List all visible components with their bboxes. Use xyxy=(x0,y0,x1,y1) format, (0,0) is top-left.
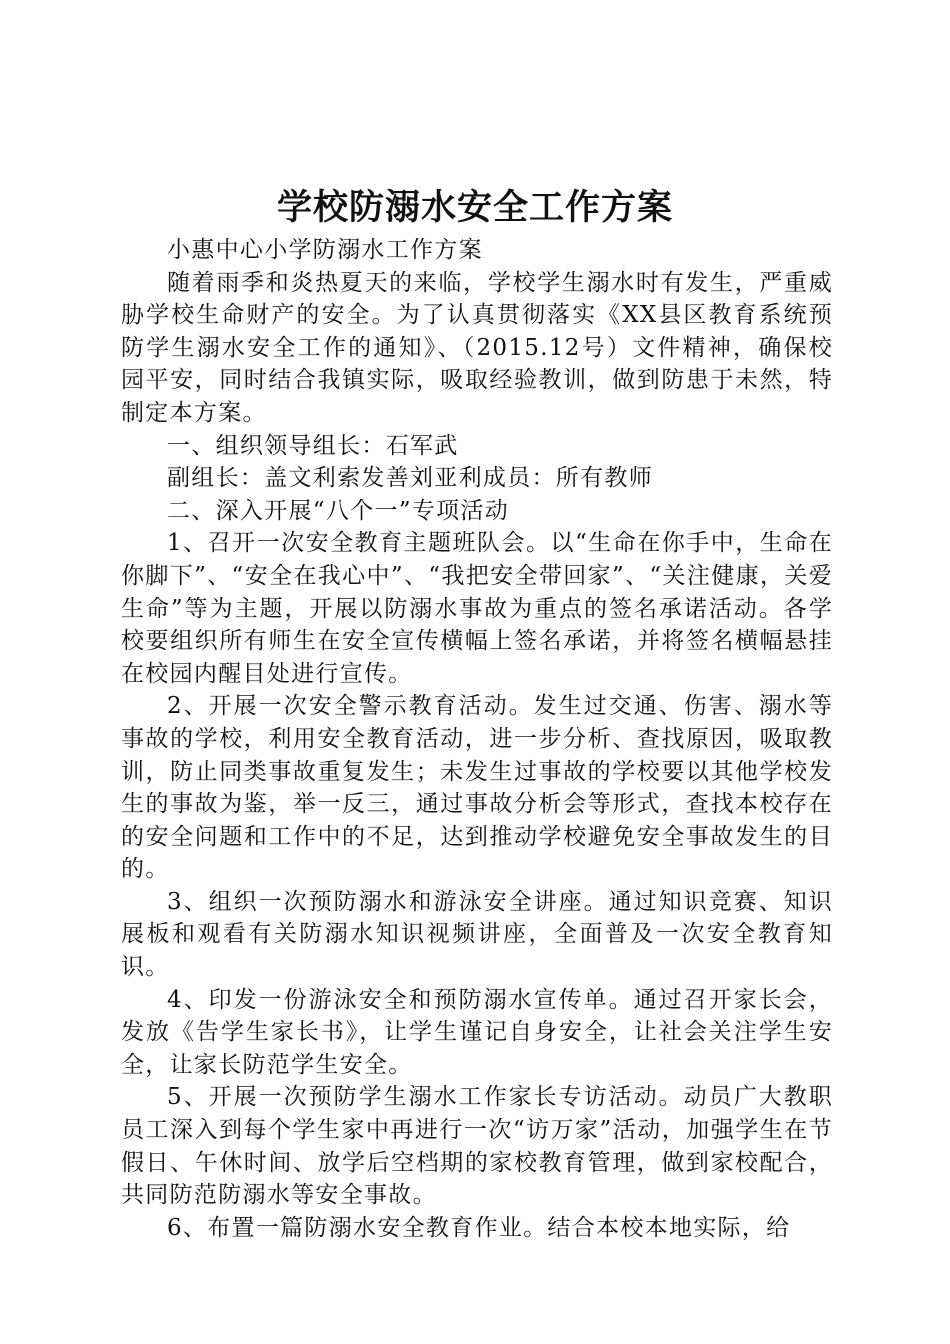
paragraph-activity-3: 3、组织一次预防溺水和游泳安全讲座。通过知识竞赛、知识展板和观看有关防溺水知识视频讲座，全面普及一次安全教育知识。 xyxy=(121,888,833,981)
paragraph-leader: 一、组织领导组长：石军武 xyxy=(167,432,459,459)
paragraph-section-heading: 二、深入开展“八个一”专项活动 xyxy=(167,497,510,524)
document-title: 学校防溺水安全工作方案 xyxy=(276,187,673,228)
document-body xyxy=(121,234,833,1244)
paragraph-deputy: 副组长：盖文利索发善刘亚利成员：所有教师 xyxy=(167,465,653,492)
paragraph-intro: 随着雨季和炎热夏天的来临，学校学生溺水时有发生，严重威胁学校生命财产的安全。为了认真贯彻落实《XX县区教育系统预防学生溺水安全工作的通知》、（2015.12号）文件精神，确保校园平安，同时结合我镇实际，吸取经验教训，做到防患于未然，特制定本方案。 xyxy=(121,269,833,426)
paragraph-activity-2: 2、开展一次安全警示教育活动。发生过交通、伤害、溺水等事故的学校，利用安全教育活动，进一步分析、查找原因，吸取教训，防止同类事故重复发生；未发生过事故的学校要以其他学校发生的事故为鉴，举一反三，通过事故分析会等形式，查找本校存在的安全问题和工作中的不足，达到推动学校避免安全事故发生的目的。 xyxy=(121,693,833,883)
paragraph-subtitle: 小惠中心小学防溺水工作方案 xyxy=(167,237,483,263)
paragraph-activity-5: 5、开展一次预防学生溺水工作家长专访活动。动员广大教职员工深入到每个学生家中再进行一次“访万家”活动，加强学生在节假日、午休时间、放学后空档期的家校教育管理，做到家校配合，共同防范防溺水等安全事故。 xyxy=(121,1084,833,1209)
paragraph-activity-4: 4、印发一份游泳安全和预防溺水宣传单。通过召开家长会，发放《告学生家长书》，让学生谨记自身安全，让社会关注学生安全，让家长防范学生安全。 xyxy=(121,986,833,1078)
paragraph-activity-6: 6、布置一篇防溺水安全教育作业。结合本校本地实际，给 xyxy=(167,1214,791,1241)
paragraph-activity-1: 1、召开一次安全教育主题班队会。以“生命在你手中，生命在你脚下”、“安全在我心中”、“我把安全带回家”、“关注健康，关爱生命”等为主题，开展以防溺水事故为重点的签名承诺活动。各学校要组织所有师生在安全宣传横幅上签名承诺，并将签名横幅悬挂在校园内醒目处进行宣传。 xyxy=(121,530,833,687)
